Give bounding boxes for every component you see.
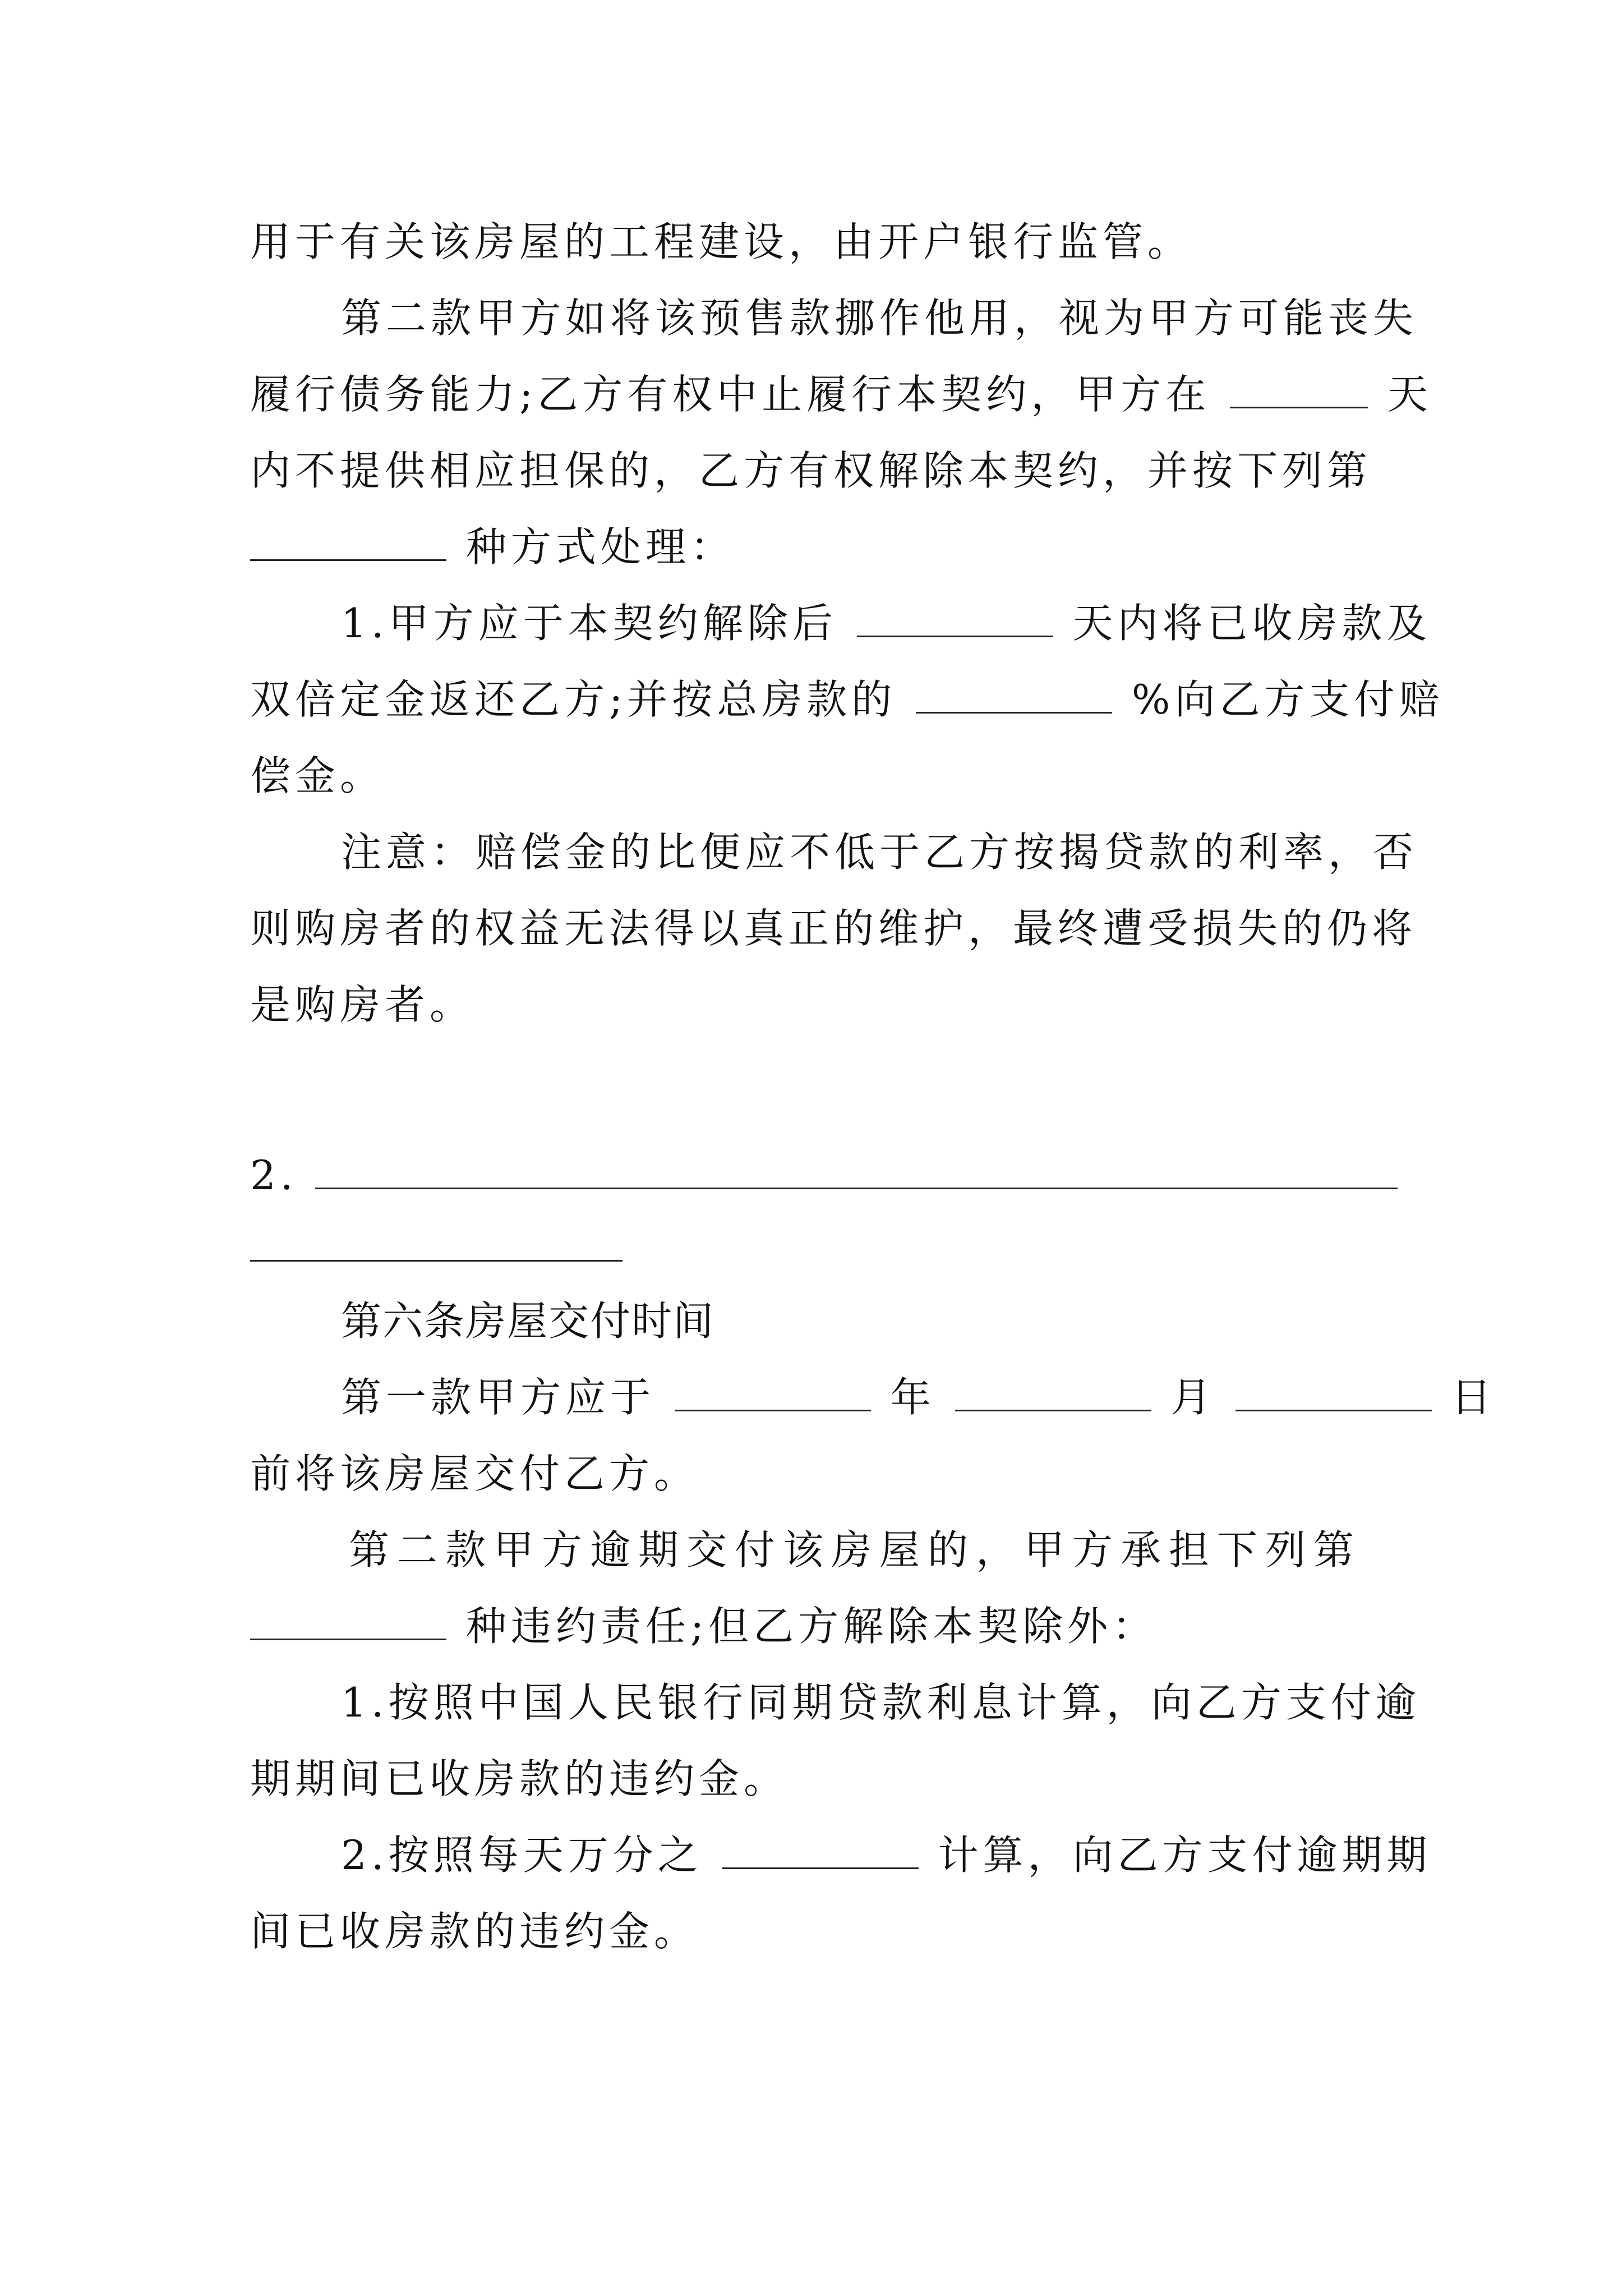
blank-field[interactable]	[857, 601, 1053, 637]
text-span: 间已收房款的违约金。	[250, 1908, 699, 1955]
text-span: 1.按照中国人民银行同期贷款利息计算，向乙方支付逾	[341, 1679, 1421, 1726]
text-line	[250, 903, 1417, 954]
text-line	[250, 1906, 1394, 1957]
text-span: 第一款甲方应于	[341, 1374, 656, 1421]
blank-field[interactable]	[1235, 1375, 1432, 1411]
section-heading	[341, 1296, 1485, 1346]
text-span: 偿金。	[250, 752, 385, 799]
blank-field[interactable]	[1230, 372, 1368, 408]
text-span: %向乙方支付赔	[1132, 676, 1444, 723]
text-span: 月	[1170, 1374, 1216, 1421]
text-line	[250, 751, 1394, 801]
text-span: 是购房者。	[250, 981, 475, 1028]
text-span: 天	[1387, 371, 1433, 418]
text-span: 种方式处理：	[465, 523, 735, 570]
text-span: 2.按照每天万分之	[341, 1832, 703, 1879]
text-span: 内不提供相应担保的，乙方有权解除本契约，并按下列第	[250, 447, 1372, 494]
text-span: 期期间已收房款的违约金。	[250, 1755, 789, 1802]
text-line	[250, 522, 1394, 572]
text-span: 日	[1451, 1374, 1496, 1421]
text-span: 年	[890, 1374, 935, 1421]
blank-field[interactable]	[675, 1375, 871, 1411]
text-span: 第二款甲方如将该预售款挪作他用，视为甲方可能丧失	[341, 295, 1418, 342]
text-span: 注意：赔偿金的比便应不低于乙方按揭贷款的利率，否	[341, 829, 1418, 876]
text-line	[250, 217, 1394, 267]
text-span: 第六条房屋交付时间	[341, 1297, 715, 1345]
text-span: 天内将已收房款及	[1072, 600, 1432, 647]
text-span: 计算，向乙方支付逾期期	[938, 1832, 1432, 1879]
blank-field[interactable]	[315, 1153, 1398, 1189]
text-span: 用于有关该房屋的工程建设，由开户银行监管。	[250, 218, 1193, 265]
text-span: 2.	[250, 1152, 298, 1199]
text-span: 双倍定金返还乙方;并按总房款的	[250, 676, 897, 723]
text-span: 种违约责任;但乙方解除本契除外：	[465, 1603, 1158, 1650]
text-line	[250, 1448, 1394, 1499]
text-span: 前将该房屋交付乙方。	[250, 1450, 699, 1497]
blank-field[interactable]	[250, 1604, 446, 1640]
blank-field[interactable]	[250, 524, 446, 561]
text-span: 履行债务能力;乙方有权中止履行本契约，甲方在	[250, 371, 1211, 418]
text-line	[250, 1601, 1394, 1651]
text-line	[250, 1754, 1394, 1804]
text-line	[341, 827, 1485, 877]
blank-field[interactable]	[250, 1260, 623, 1262]
text-line	[250, 1150, 1394, 1200]
text-span: 则购房者的权益无法得以真正的维护，最终遭受损失的仍将	[250, 905, 1417, 952]
blank-field[interactable]	[916, 677, 1112, 714]
text-line	[349, 1525, 1493, 1575]
text-line	[341, 1372, 1496, 1423]
text-line	[250, 674, 1444, 725]
text-line	[341, 293, 1485, 343]
text-line	[341, 1830, 1485, 1880]
blank-field[interactable]	[722, 1833, 919, 1869]
text-line	[250, 369, 1433, 420]
text-span: 第二款甲方逾期交付该房屋的，甲方承担下列第	[349, 1526, 1362, 1573]
text-span: 1.甲方应于本契约解除后	[341, 600, 837, 647]
text-line	[250, 445, 1394, 496]
text-line	[341, 598, 1485, 648]
blank-field[interactable]	[955, 1375, 1151, 1411]
text-line	[250, 979, 1394, 1030]
text-line	[341, 1677, 1485, 1728]
